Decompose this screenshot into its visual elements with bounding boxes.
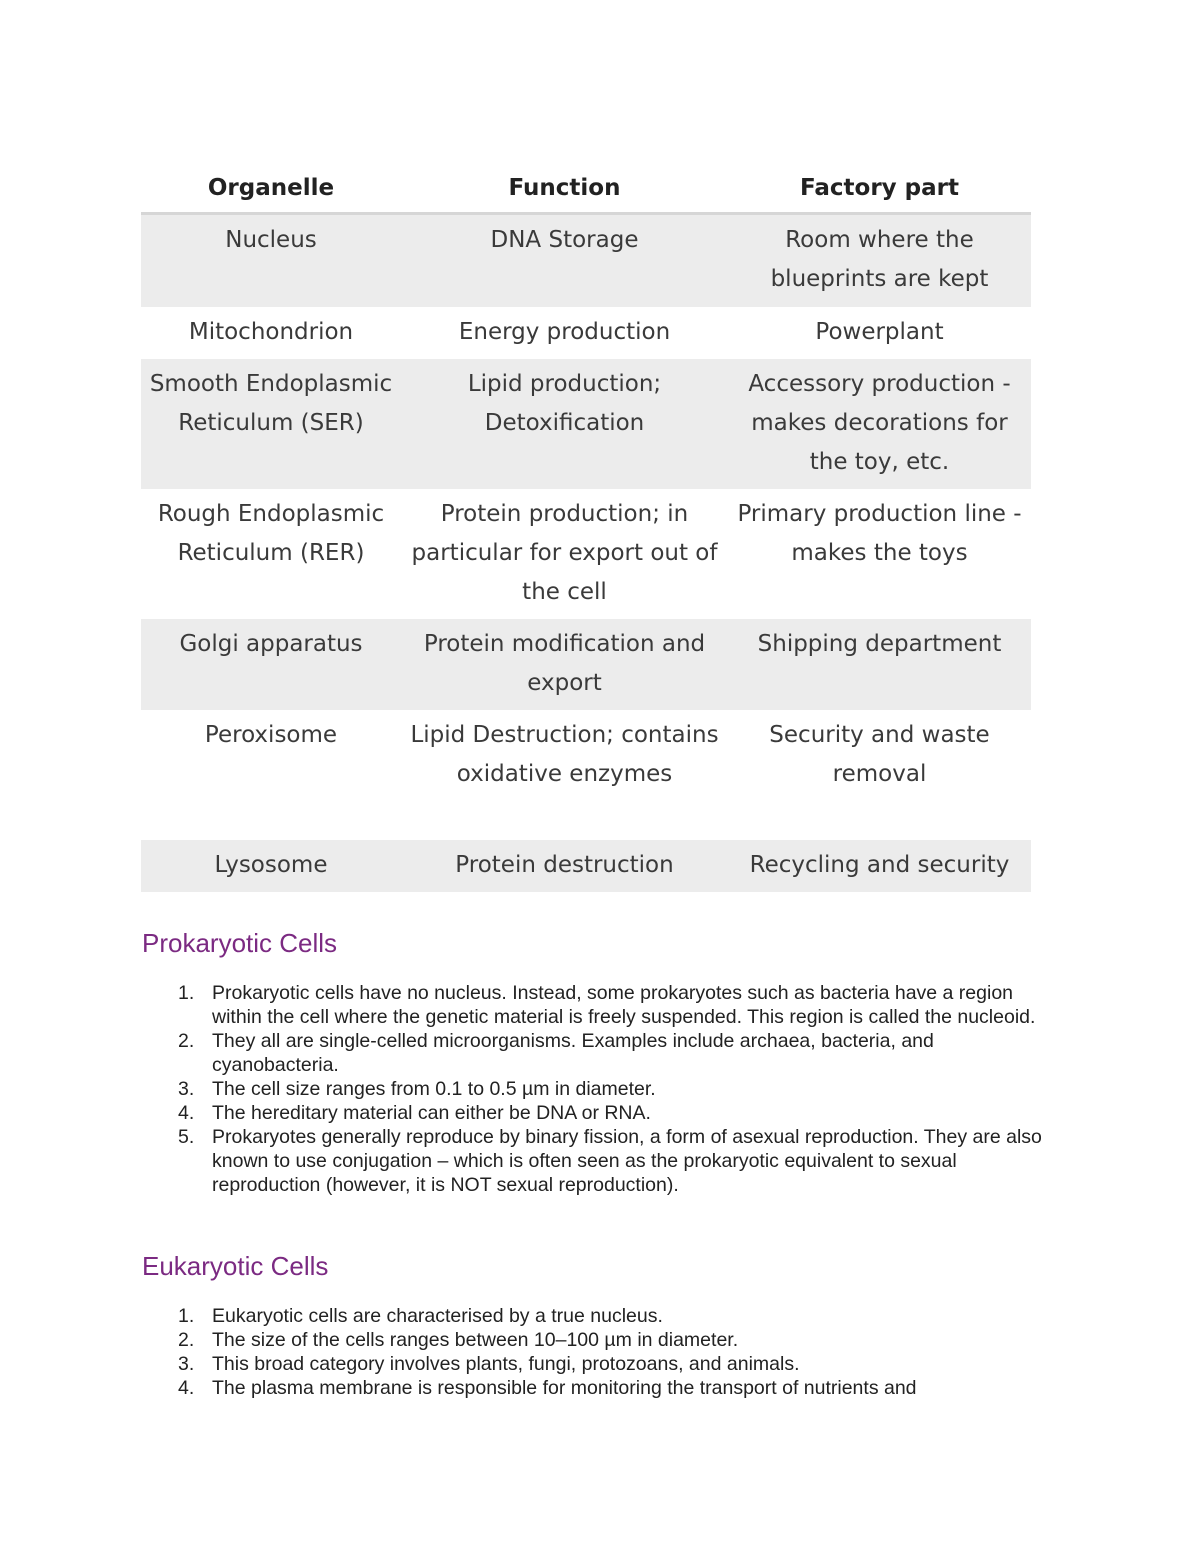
list-item bbox=[142, 1101, 1057, 1125]
list-item-number: 3. bbox=[178, 1353, 195, 1375]
table-row bbox=[141, 710, 1031, 840]
table-row bbox=[141, 214, 1031, 307]
cell-function: Protein production; in particular for export out of the cell bbox=[411, 500, 718, 605]
header-organelle: Organelle bbox=[141, 164, 401, 214]
cell-organelle: Peroxisome bbox=[204, 721, 338, 748]
table-row bbox=[141, 359, 1031, 489]
list-item bbox=[142, 981, 1057, 1029]
prokaryotic-heading: Prokaryotic Cells bbox=[142, 928, 338, 958]
eukaryotic-list bbox=[142, 1304, 1057, 1400]
table-header-row bbox=[141, 164, 1031, 214]
cell-organelle: Mitochondrion bbox=[188, 318, 354, 345]
list-item-number: 4. bbox=[178, 1102, 195, 1124]
list-item-number: 1. bbox=[178, 1305, 195, 1327]
header-factory-part: Factory part bbox=[728, 164, 1031, 214]
prokaryotic-list bbox=[142, 981, 1057, 1197]
cell-factory-part: Accessory production - makes decorations for the toy, etc. bbox=[728, 359, 1031, 489]
cell-function: DNA Storage bbox=[401, 214, 728, 307]
list-item-text: The cell size ranges from 0.1 to 0.5 µm in diameter. bbox=[212, 1078, 656, 1100]
list-item-number: 4. bbox=[178, 1377, 195, 1399]
list-item-number: 3. bbox=[178, 1078, 195, 1100]
list-item-text: Prokaryotic cells have no nucleus. Instead, some prokaryotes such as bacteria have a region within the cell where the genetic material is freely suspended. This region is called the nucleoid. bbox=[212, 982, 1036, 1028]
table-row bbox=[141, 619, 1031, 710]
organelle-table bbox=[141, 164, 1031, 892]
list-item-text: Eukaryotic cells are characterised by a true nucleus. bbox=[212, 1305, 663, 1327]
cell-organelle: Rough Endoplasmic Reticulum (RER) bbox=[157, 500, 385, 566]
cell-factory-part: Recycling and security bbox=[728, 840, 1031, 892]
cell-organelle: Smooth Endoplasmic Reticulum (SER) bbox=[141, 359, 401, 489]
list-item-number: 2. bbox=[178, 1329, 195, 1351]
list-item-text: They all are single-celled microorganisms. Examples include archaea, bacteria, and cyanobacteria. bbox=[212, 1030, 934, 1076]
table-row bbox=[141, 489, 1031, 619]
header-function: Function bbox=[401, 164, 728, 214]
list-item bbox=[142, 1029, 1057, 1077]
cell-organelle: Lysosome bbox=[141, 840, 401, 892]
cell-function: Protein modification and export bbox=[401, 619, 728, 710]
cell-organelle: Nucleus bbox=[141, 214, 401, 307]
table-row bbox=[141, 307, 1031, 359]
table-row bbox=[141, 840, 1031, 892]
list-item bbox=[142, 1304, 1057, 1328]
cell-organelle: Golgi apparatus bbox=[141, 619, 401, 710]
list-item-text: Prokaryotes generally reproduce by binary fission, a form of asexual reproduction. They are also known to use conjugation – which is often seen as the prokaryotic equivalent to sexual reproduction (however, it is NOT sexual reproduction). bbox=[212, 1126, 1042, 1196]
cell-factory-part: Security and waste removal bbox=[769, 721, 990, 787]
cell-function: Lipid production; Detoxification bbox=[401, 359, 728, 489]
cell-factory-part: Powerplant bbox=[815, 318, 944, 345]
list-item-text: This broad category involves plants, fungi, protozoans, and animals. bbox=[212, 1353, 800, 1375]
list-item-number: 5. bbox=[178, 1126, 195, 1148]
cell-function: Lipid Destruction; contains oxidative enzymes bbox=[410, 721, 719, 787]
eukaryotic-heading: Eukaryotic Cells bbox=[142, 1251, 329, 1281]
list-item bbox=[142, 1077, 1057, 1101]
cell-factory-part: Primary production line - makes the toys bbox=[737, 500, 1022, 566]
list-item-text: The size of the cells ranges between 10–100 µm in diameter. bbox=[212, 1329, 739, 1351]
list-item bbox=[142, 1352, 1057, 1376]
cell-factory-part: Shipping department bbox=[728, 619, 1031, 710]
list-item bbox=[142, 1328, 1057, 1352]
cell-function: Protein destruction bbox=[401, 840, 728, 892]
list-item-text: The hereditary material can either be DNA or RNA. bbox=[212, 1102, 651, 1124]
list-item bbox=[142, 1376, 1057, 1400]
list-item-number: 2. bbox=[178, 1030, 195, 1052]
cell-function: Energy production bbox=[458, 318, 671, 345]
cell-factory-part: Room where the blueprints are kept bbox=[728, 214, 1031, 307]
list-item-number: 1. bbox=[178, 982, 195, 1004]
list-item-text: The plasma membrane is responsible for monitoring the transport of nutrients and bbox=[212, 1377, 917, 1399]
list-item bbox=[142, 1125, 1057, 1197]
